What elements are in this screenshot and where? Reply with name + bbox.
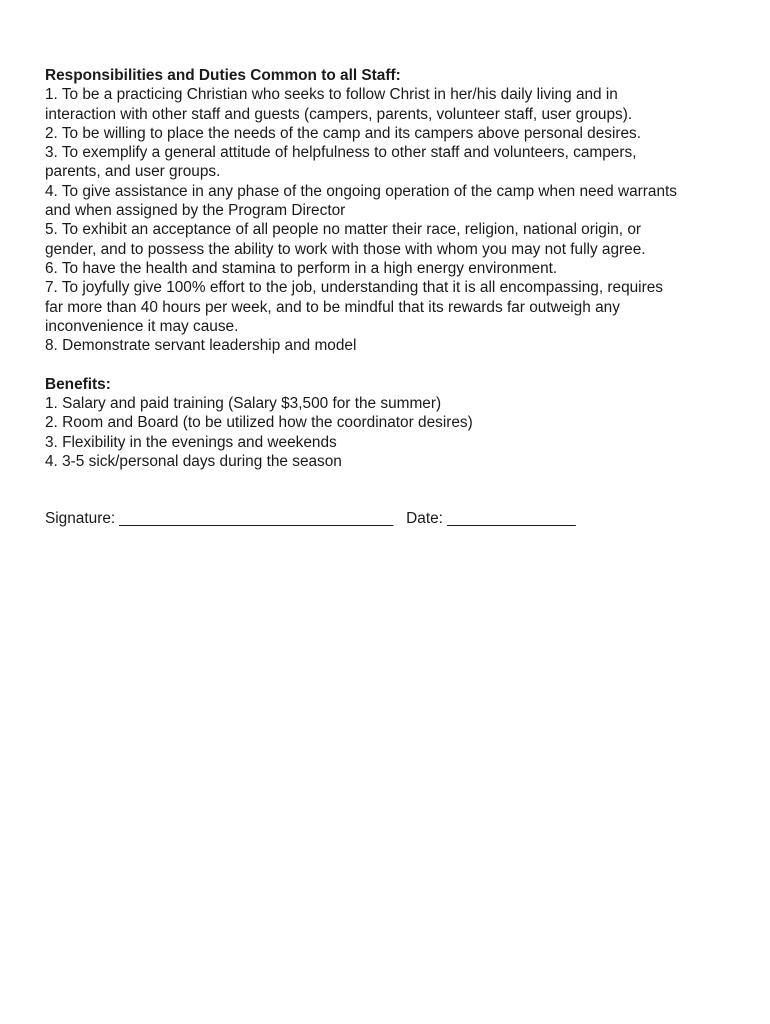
benefit-item-1: 1. Salary and paid training (Salary $3,500 for the summer)	[45, 395, 442, 413]
signature-line[interactable]: Signature: ________________________________	[45, 510, 394, 528]
responsibility-item-8: 8. Demonstrate servant leadership and model	[45, 337, 357, 355]
document-page	[45, 66, 735, 529]
benefit-item-3: 3. Flexibility in the evenings and weekends	[45, 433, 337, 451]
signature-row	[45, 509, 735, 528]
responsibilities-section	[45, 66, 735, 355]
responsibility-item-2: 2. To be willing to place the needs of the camp and its campers above personal desires.	[45, 124, 642, 142]
section-spacer	[45, 355, 735, 374]
responsibility-item-6: 6. To have the health and stamina to perform in a high energy environment.	[45, 259, 558, 277]
responsibility-item-4: 4. To give assistance in any phase of the ongoing operation of the camp when need warrants and when assigned by the Program Director	[45, 182, 677, 220]
responsibilities-heading: Responsibilities and Duties Common to all Staff:	[45, 67, 401, 84]
date-line[interactable]: Date: _______________	[406, 510, 576, 528]
responsibility-item-1: 1. To be a practicing Christian who seeks to follow Christ in her/his daily living and in interaction with other staff and guests (campers, parents, volunteer staff, user groups).	[45, 86, 633, 123]
benefit-item-4: 4. 3-5 sick/personal days during the season	[45, 452, 342, 470]
responsibility-item-3: 3. To exemplify a general attitude of helpfulness to other staff and volunteers, campers, parents, and user groups.	[45, 144, 637, 181]
responsibilities-list	[45, 85, 735, 355]
benefits-heading: Benefits:	[45, 375, 111, 393]
benefit-item-2: 2. Room and Board (to be utilized how the coordinator desires)	[45, 414, 473, 432]
responsibility-item-5: 5. To exhibit an acceptance of all people no matter their race, religion, national origin, or gender, and to possess the ability to work with those with whom you may not fully agree.	[45, 221, 646, 258]
responsibility-item-7: 7. To joyfully give 100% effort to the job, understanding that it is all encompassing, requires far more than 40 hours per week, and to be mindful that its rewards far outweigh any inconvenience it may cause.	[45, 279, 663, 335]
benefits-list	[45, 394, 735, 471]
benefits-section	[45, 375, 735, 471]
